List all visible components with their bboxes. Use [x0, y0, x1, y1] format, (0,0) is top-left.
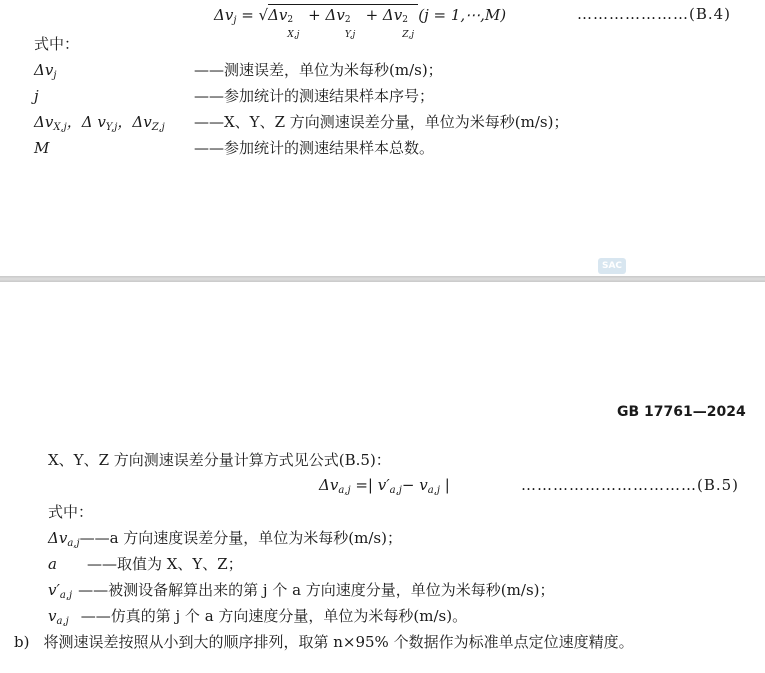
intro-text: X、Y、Z 方向测速误差分量计算方式见公式(B.5)：	[48, 451, 391, 469]
formula-b4: $\Delta v_j = √\Delta v$ 2 X,j + Δv 2 Y,j + Δv 2 Z,j (j = 1,⋯,M)	[214, 6, 507, 40]
page-separator	[0, 276, 765, 282]
def-symbol-dv-xyz: $\Delta v_{X,j}$，Δ $v_{Y,j}$，$\Delta v_{Z,j}$	[34, 113, 165, 133]
def-symbol-j: j	[34, 87, 39, 105]
def-desc-j: ——参加统计的测速结果样本序号；	[194, 87, 435, 105]
def-row-vprime-aj: $v'_{a,j}$ ——被测设备解算出来的第 j 个 a 方向速度分量，单位为米每秒(m/s)；	[48, 581, 555, 601]
def-row-a: a ——取值为 X、Y、Z；	[48, 555, 243, 573]
standard-code: GB 17761—2024	[617, 404, 746, 420]
list-item-b	[14, 632, 634, 652]
list-item-b-marker: b)	[14, 633, 30, 651]
def-desc-dv-xyz: ——X、Y、Z 方向测速误差分量，单位为米每秒(m/s)；	[194, 113, 569, 131]
formula-b5-leader: ……………………………(B.5)	[521, 476, 740, 494]
watermark-logo: SAC	[598, 258, 626, 274]
edge-mark	[0, 166, 3, 172]
where-label-top: 式中：	[34, 35, 80, 53]
def-row-dv-aj: $\Delta v_{a,j}——a$ 方向速度误差分量，单位为米每秒(m/s)；	[48, 529, 402, 549]
where-label-bottom: 式中：	[48, 503, 94, 521]
list-item-b-text: 将测速误差按照从小到大的顺序排列，取第 n×95% 个数据作为标准单点定位速度精度。	[43, 633, 634, 651]
def-symbol-m: M	[34, 139, 50, 157]
formula-b5: $\Delta v_{a,j}$ =| $v'_{a,j}- v_{a,j}$ |	[319, 476, 450, 496]
def-row-v-aj: $v_{a,j}$ ——仿真的第 j 个 a 方向速度分量，单位为米每秒(m/s)。	[48, 607, 468, 627]
formula-b4-leader: …………………(B.4)	[577, 5, 732, 23]
def-symbol-dv-j: $\Delta v_j$	[34, 61, 57, 81]
def-desc-dv-j: ——测速误差，单位为米每秒(m/s)；	[194, 61, 443, 79]
def-desc-m: ——参加统计的测速结果样本总数。	[194, 139, 435, 157]
